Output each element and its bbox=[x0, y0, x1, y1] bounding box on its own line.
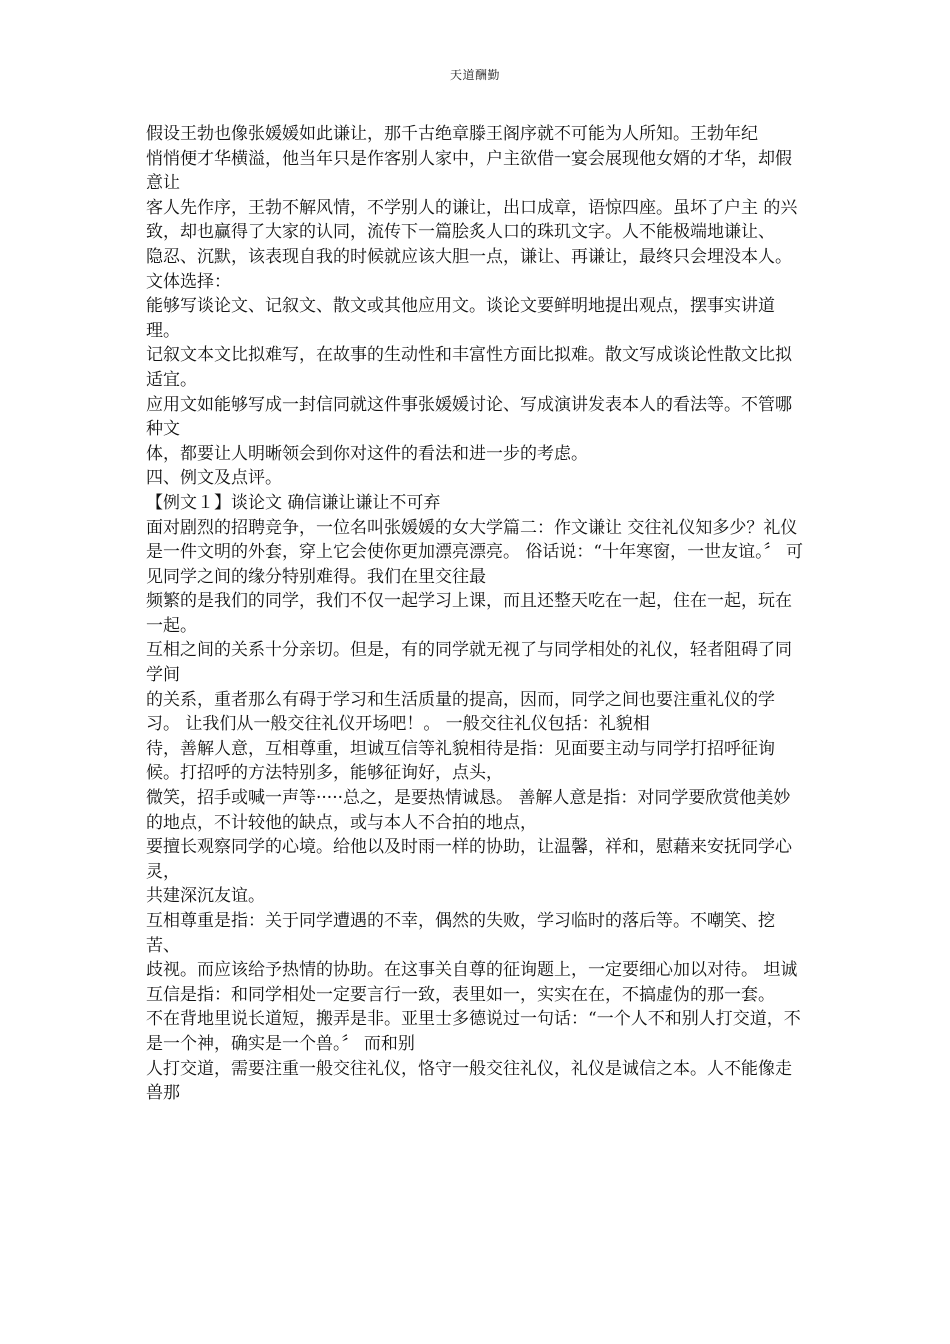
paragraph: 假设王勃也像张媛媛如此谦让，那千古绝章滕王阁序就不可能为人所知。王勃年纪 bbox=[146, 124, 758, 144]
paragraph: 的关系，重者那么有碍于学习和生活质量的提高，因而，同学之间也要注重礼仪的学习。 让我们从一般交往礼仪开场吧！。 一般交往礼仪包括：礼貌相 bbox=[146, 689, 775, 735]
document-body bbox=[146, 122, 806, 1106]
paragraph: 歧视。而应该给予热情的协助。在这事关自尊的征询题上，一定要细心加以对待。 坦诚互信是指：和同学相处一定要言行一致，表里如一，实实在在，不搞虚伪的那一套。 bbox=[146, 960, 798, 1005]
paragraph: 客人先作序，王勃不解风情，不学别人的谦让，出口成章，语惊四座。虽坏了户主 的兴致，却也赢得了大家的认同，流传下一篇脍炙人口的珠玑文字。人不能极端地谦让、 bbox=[146, 197, 798, 243]
paragraph: 频繁的是我们的同学，我们不仅一起学习上课，而且还整天吃在一起，住在一起，玩在一起。 bbox=[146, 591, 792, 636]
example-title: 【例文１】谈论文 确信谦让谦让不可弃 bbox=[146, 492, 441, 513]
section-heading: 四、例文及点评。 bbox=[146, 468, 282, 489]
paragraph: 能够写谈论文、记叙文、散文或其他应用文。谈论文要鲜明地提出观点，摆事实讲道理。 bbox=[146, 296, 775, 341]
paragraph: 共建深沉友谊。 bbox=[146, 886, 265, 907]
paragraph: 要擅长观察同学的心境。给他以及时雨一样的协助，让温馨，祥和，慰藉来安抚同学心灵， bbox=[146, 837, 792, 882]
paragraph: 不在背地里说长道短，搬弄是非。亚里士多德说过一句话：“一个人不和别人打交道，不是一个神，确实是一个兽。〞 而和别 bbox=[146, 1009, 801, 1054]
paragraph: 应用文如能够写成一封信同就这件事张媛媛讨论、写成演讲发表本人的看法等。不管哪种文 bbox=[146, 394, 792, 440]
paragraph: 体，都要让人明晰领会到你对这件的看法和进一步的考虑。 bbox=[146, 443, 588, 464]
paragraph: 互相尊重是指：关于同学遭遇的不幸，偶然的失败，学习临时的落后等。不嘲笑、挖苦、 bbox=[146, 911, 775, 956]
paragraph: 互相之间的关系十分亲切。但是，有的同学就无视了与同学相处的礼仪，轻者阻碍了同学间 bbox=[146, 640, 792, 686]
paragraph: 人打交道，需要注重一般交往礼仪，恪守一般交往礼仪，礼仪是诚信之本。人不能像走兽那 bbox=[146, 1058, 792, 1104]
paragraph: 面对剧烈的招聘竞争，一位名叫张媛媛的女大学篇二：作文谦让 交往礼仪知多少？礼仪是一件文明的外套，穿上它会使你更加漂亮漂亮。 俗话说：“十年寒窗，一世友谊。〞 可见同学之间的缘分特别难得。我们在里交往最 bbox=[146, 517, 803, 587]
paragraph: 微笑，招手或喊一声等·····总之，是要热情诚恳。 善解人意是指：对同学要欣赏他美妙的地点，不计较他的缺点，或与本人不合拍的地点， bbox=[146, 788, 791, 833]
paragraph: 记叙文本文比拟难写，在故事的生动性和丰富性方面比拟难。散文写成谈论性散文比拟适宜。 bbox=[146, 345, 792, 390]
paragraph: 待，善解人意，互相尊重，坦诚互信等礼貌相待是指：见面要主动与同学打招呼征询候。打招呼的方法特别多，能够征询好，点头， bbox=[146, 738, 775, 784]
paragraph: 悄悄便才华横溢，他当年只是作客别人家中，户主欲借一宴会展现他女婿的才华，却假意让 bbox=[146, 148, 792, 194]
page-header: 天道酬勤 bbox=[449, 68, 500, 82]
paragraph: 隐忍、沉默，该表现自我的时候就应该大胆一点，谦让、再谦让，最终只会埋没本人。 文体选择： bbox=[146, 246, 792, 292]
